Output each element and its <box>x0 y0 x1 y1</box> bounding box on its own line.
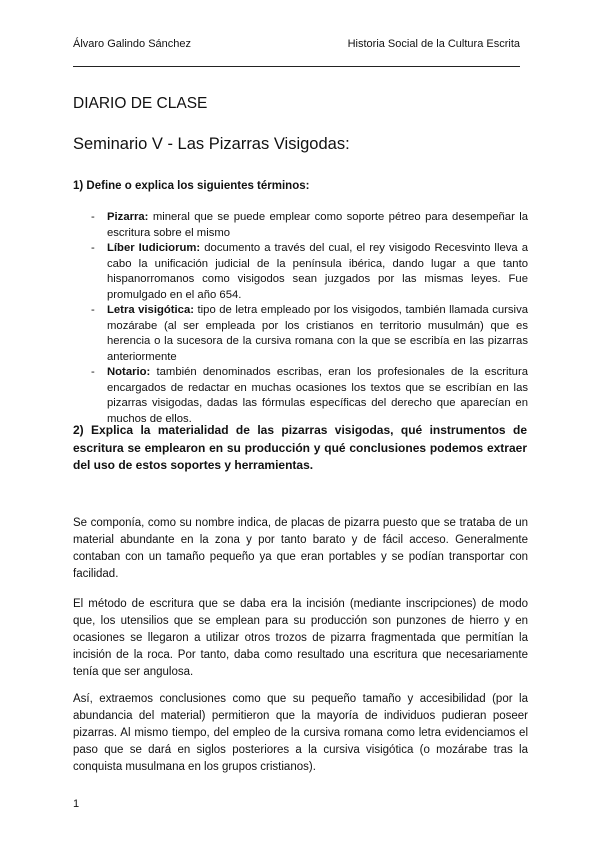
body-paragraph: El método de escritura que se daba era la incisión (mediante inscripciones) de modo que, los utensilios que se emplean para su producción son punzones de hierro y en ocasiones se llegaron a utilizar otros trozos de pizarra fragmentada que permitían la incisión de la roca. Por tanto, daba como resultado una escritura que necesariamente tenía que ser angulosa. <box>73 598 528 678</box>
term-definition: también denominados escribas, eran los profesionales de la escritura encargados de redactar en muchas ocasiones los textos que se escribían en las pizarras visigodas, dadas las fórmulas específicas del derecho que aparecían en muchos de ellos. <box>107 366 528 425</box>
term-definition: documento a través del cual, el rey visigodo Recesvinto lleva a cabo la unificación judicial de la península ibérica, dando lugar a que tanto hispanorromanos como visigodos sean juzgados por las mismas leyes. Fue promulgado en el año 654. <box>107 242 529 301</box>
header-course: Historia Social de la Cultura Escrita <box>347 38 520 50</box>
terms-list <box>73 210 528 427</box>
term-label: Líber Iudiciorum: <box>107 242 201 254</box>
page-number: 1 <box>73 798 80 810</box>
term-definition: mineral que se puede emplear como soporte pétreo para desempeñar la escritura sobre el mismo <box>107 211 528 239</box>
document-title: DIARIO DE CLASE <box>73 95 208 112</box>
term-item: - Notario: también denominados escribas, eran los profesionales de la escritura encargados de redactar en muchas ocasiones los textos que se escribían en las pizarras visigodas, dadas las fórmulas específicas del derecho que aparecían en muchos de ellos. <box>91 366 528 425</box>
body-paragraph: Se componía, como su nombre indica, de placas de pizarra puesto que se trataba de un material abundante en la zona y por tanto barato y de fácil acceso. Generalmente contaban con un tamaño pequeño ya que eran portables y se podían transportar con facilidad. <box>73 517 528 580</box>
question-1: 1) Define o explica los siguientes términos: <box>73 180 310 192</box>
term-label: Letra visigótica: <box>107 304 195 316</box>
body-paragraph: Así, extraemos conclusiones como que su pequeño tamaño y accesibilidad (por la abundancia del material) permitieron que la mayoría de individuos pudieran poseer pizarras. Al mismo tiempo, del empleo de la cursiva romana como letra evidenciamos el paso que se dará en siglos posteriores a la cursiva visigótica (o mozárabe tras la conquista musulmana en los grupos cristianos). <box>73 693 528 773</box>
term-item: - Letra visigótica: tipo de letra empleado por los visigodos, también llamada cursiva mozárabe (al ser empleada por los cristianos en territorio musulmán) que es herencia o la sucesora de la cursiva romana con la que se escribía en las pizarras anteriormente <box>91 304 528 363</box>
term-item: - Pizarra: mineral que se puede emplear como soporte pétreo para desempeñar la escritura sobre el mismo <box>91 211 528 239</box>
term-label: Pizarra: <box>107 211 149 223</box>
header-author: Álvaro Galindo Sánchez <box>73 38 192 50</box>
header-divider <box>73 66 520 67</box>
term-label: Notario: <box>107 366 151 378</box>
term-item: - Líber Iudiciorum: documento a través del cual, el rey visigodo Recesvinto lleva a cabo la unificación judicial de la península ibérica, dando lugar a que tanto hispanorromanos como visigodos sean juzgados por las mismas leyes. Fue promulgado en el año 654. <box>91 242 529 301</box>
term-definition: tipo de letra empleado por los visigodos, también llamada cursiva mozárabe (al ser empleada por los cristianos en territorio musulmán) que es herencia o la sucesora de la cursiva romana con la que se escribía en las pizarras anteriormente <box>107 304 528 363</box>
seminar-title: Seminario V - Las Pizarras Visigodas: <box>73 135 350 153</box>
question-2: 2) Explica la materialidad de las pizarras visigodas, qué instrumentos de escritura se emplearon en su producción y qué conclusiones podemos extraer del uso de estos soportes y herramientas. <box>73 423 527 472</box>
